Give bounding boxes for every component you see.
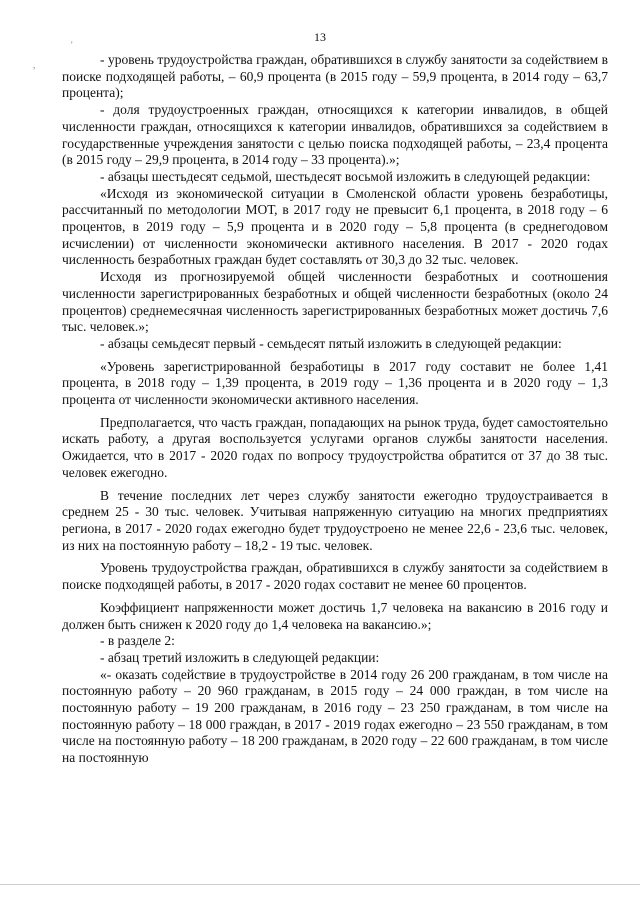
paragraph-section-2: - в разделе 2: — [100, 633, 175, 649]
paragraph-employment-assistance: «- оказать содействие в трудоустройстве в 2014 году 26 200 гражданам, в том числе на постоянную работу – 20 960 гражданам, в 2015 году – 24 000 граждан, в том числе на постоянную работу – 19 200 гражданам, в 2016 году – 23 250 гражданам, в том числе на постоянную работу – 18 000 граждан, в 2017 - 2019 годах ежегодно – 23 550 гражданам, в том числе на постоянную работу – 18 200 гражданам, в 2020 году – 22 600 гражданам, в том числе на постоянную — [62, 666, 608, 766]
paragraph-amend-67-68: - абзацы шестьдесят седьмой, шестьдесят восьмой изложить в следующей редакции: — [100, 168, 591, 184]
paragraph-tension-ratio: Коэффициент напряженности может достичь 1,7 человека на вакансию в 2016 году и должен быть снижен к 2020 году до 1,4 человека на вакансию.»; — [62, 599, 608, 632]
paragraph-amend-71-75: - абзацы семьдесят первый - семьдесят пятый изложить в следующей редакции: — [100, 335, 562, 351]
scan-speck-left: , — [33, 60, 36, 70]
paragraph-disabled-share: - доля трудоустроенных граждан, относящихся к категории инвалидов, в общей численности граждан, относящихся к категории инвалидов, обратившихся за содействием в государственные учреждения занятости с целью поиска подходящей работы, – 23,4 процента (в 2015 году – 29,9 процента, в 2014 году – 33 процента).»; — [62, 102, 608, 168]
paragraph-employment-target: Уровень трудоустройства граждан, обратившихся в службу занятости за содействием в поиске подходящей работы, в 2017 - 2020 годах составит не менее 60 процентов. — [62, 560, 608, 593]
document-body — [62, 52, 608, 767]
paragraph-employment-level: - уровень трудоустройства граждан, обратившихся в службу занятости за содействием в поиске подходящей работы, – 60,9 процента (в 2015 году – 59,9 процента, в 2014 году – 63,7 процента); — [62, 52, 608, 101]
page-number: 13 — [314, 30, 326, 44]
paragraph-unemployment-forecast: «Исходя из экономической ситуации в Смоленской области уровень безработицы, рассчитанный по методологии МОТ, в 2017 году не превысит 6,1 процента, в 2018 году – 6 процентов, в 2019 году – 5,9 процента и в 2020 году – 5,8 процента (в среднегодовом исчислении) от численности экономически активного населения. В 2017 - 2020 годах численность безработных граждан будет составлять от 30,3 до 32 тыс. человек. — [62, 185, 608, 268]
scan-speck-top: ' — [71, 40, 73, 50]
paragraph-placements: В течение последних лет через службу занятости ежегодно трудоустраивается в среднем 25 - 30 тыс. человек. Учитывая напряженную ситуацию на многих предприятиях региона, в 2017 - 2020 годах ежегодно будет трудоустроено не менее 22,6 - 23,6 тыс. человек, из них на постоянную работу – 18,2 - 19 тыс. человек. — [62, 487, 608, 553]
paragraph-registered-unemployed: Исходя из прогнозируемой общей численности безработных и соотношения численности зарегистрированных безработных и общей численности безработных (около 24 процентов) среднемесячная численность зарегистрированных безработных может достичь 7,6 тыс. человек.»; — [62, 269, 608, 335]
paragraph-registered-rate: «Уровень зарегистрированной безработицы в 2017 году составит не более 1,41 процента, в 2018 году – 1,39 процента, в 2019 году – 1,36 процента и в 2020 году – 1,3 процента от численности экономически активного населения. — [62, 358, 608, 408]
paragraph-amend-third: - абзац третий изложить в следующей редакции: — [100, 649, 380, 665]
bottom-divider — [0, 884, 640, 885]
paragraph-job-seekers: Предполагается, что часть граждан, попадающих на рынок труда, будет самостоятельно искать работу, а другая воспользуется услугами органов службы занятости населения. Ожидается, что в 2017 - 2020 годах по вопросу трудоустройства обратится от 37 до 38 тыс. человек ежегодно. — [62, 414, 608, 480]
